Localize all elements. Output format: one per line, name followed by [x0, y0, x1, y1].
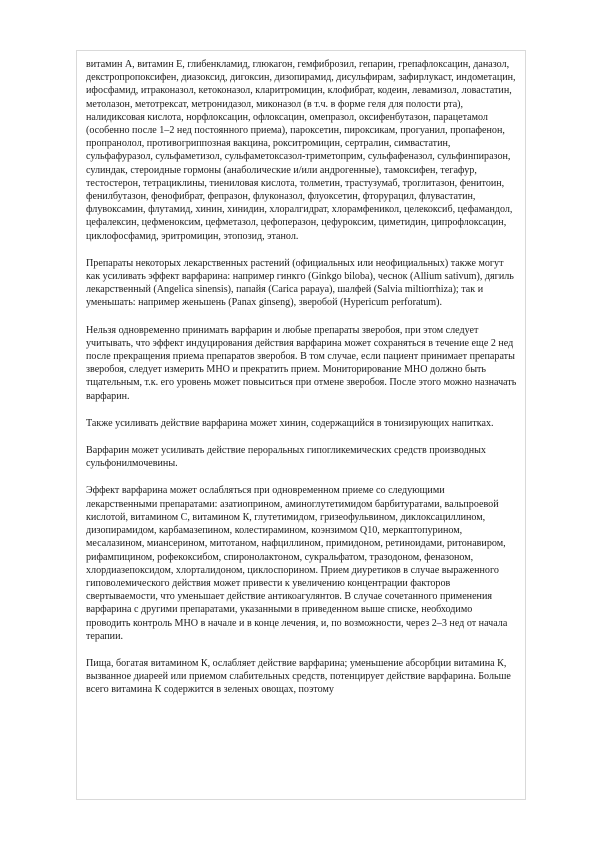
document-page — [76, 50, 526, 800]
paragraph-herbal-preparations: Препараты некоторых лекарственных растений (официальных или неофициальных) также могут как усиливать эффект варфарина: например гинкго (Ginkgo biloba), чеснок (Allium sativum), дягиль лекарственный (Angelica sinensis), папайя (Carica papaya), шалфей (Salvia miltiorrhiza); так и уменьшать: например женьшень (Panax ginseng), зверобой (Hypericum perforatum). — [86, 257, 514, 309]
paragraph-quinine: Также усиливать действие варфарина может хинин, содержащийся в тонизирующих напитках. — [86, 417, 494, 429]
paragraph-vitamin-k-food: Пища, богатая витамином К, ослабляет действие варфарина; уменьшение абсорбции витамина К, вызванное диареей или приемом слабительных средств, потенцирует действие варфарина. Больше всего витамина К содержится в зеленых овощах, поэтому — [86, 657, 511, 696]
paragraph-interacting-drugs-list: витамин А, витамин Е, глибенкламид, глюкагон, гемфиброзил, гепарин, грепафлоксацин, даназол, декстропропоксифен, диазоксид, дигоксин, дизопирамид, дисульфирам, зафирлукаст, индометацин, ифосфамид, итраконазол, кетоконазол, кларитромицин, клофибрат, кодеин, левамизол, ловастатин, метолазон, метотрексат, метронидазол, миконазол (в т.ч. в форме геля для полости рта), налидиксовая кислота, норфлоксацин, офлоксацин, омепразол, оксифенбутазон, парацетамол (особенно после 1–2 нед постоянного приема), пароксетин, пироксикам, прогуанил, пропафенон, пропранолол, противогриппозная вакцина, рокситромицин, сертралин, симвастатин, сульфафуразол, сульфаметизол, сульфаметоксазол-триметоприм, сульфафеназол, сульфинпиразон, сулиндак, стероидные гормоны (анаболические и/или андрогенные), тамоксифен, тегафур, тестостерон, тетрациклины, тиениловая кислота, толметин, трастузумаб, троглитазон, фенитоин, фенилбутазон, фенофибрат, фепразон, флуконазол, флуоксетин, фторурацил, флувастатин, флувоксамин, флутамид, хинин, хинидин, хлоралгидрат, хлорамфеникол, целекоксиб, цефамандол, цефалексин, цефменоксим, цефметазол, цефоперазон, цефуроксим, циметидин, ципрофлоксацин, циклофосфамид, эритромицин, этопозид, этанол. — [86, 59, 516, 242]
paragraph-sulfonylurea: Варфарин может усиливать действие пероральных гипогликемических средств производных сульфонилмочевины. — [86, 445, 486, 470]
paragraph-st-johns-wort: Нельзя одновременно принимать варфарин и любые препараты зверобоя, при этом следует учитывать, что эффект индуцирования действия варфарина может сохраняться в течение еще 2 нед после прекращения приема препаратов зверобоя. В том случае, если пациент принимает препараты зверобоя, следует измерить МНО и прекратить прием. Мониторирование МНО должно быть тщательным, т.к. его уровень может повыситься при отмене зверобоя. После этого можно назначать варфарин. — [86, 324, 517, 402]
paragraph-weakening-drugs: Эффект варфарина может ослабляться при одновременном приеме со следующими лекарственными препаратами: азатиоприном, аминоглутетимидом барбитуратами, вальпроевой кислотой, витамином С, витамином К, глутетимидом, гризеофульвином, диклоксациллином, дизопирамидом, карбамазепином, колестирамином, коэнзимом Q10, меркаптопурином, месалазином, миансерином, митотаном, нафциллином, примидоном, ретиноидами, ритонавиром, рифампицином, рофекоксибом, спиронолактоном, сукральфатом, тразодоном, феназоном, хлордиазепоксидом, хлорталидоном, циклоспорином. Прием диуретиков в случае выраженного гиповолемического действия может привести к увеличению концентрации факторов свертываемости, что уменьшает действие антикоагулянтов. В случае сочетанного применения варфарина с другими препаратами, указанными в приведенном выше списке, необходимо проводить контроль МНО в начале и в конце лечения, и, по возможности, через 2–3 нед от начала терапии. — [86, 485, 508, 642]
document-body — [86, 58, 518, 697]
